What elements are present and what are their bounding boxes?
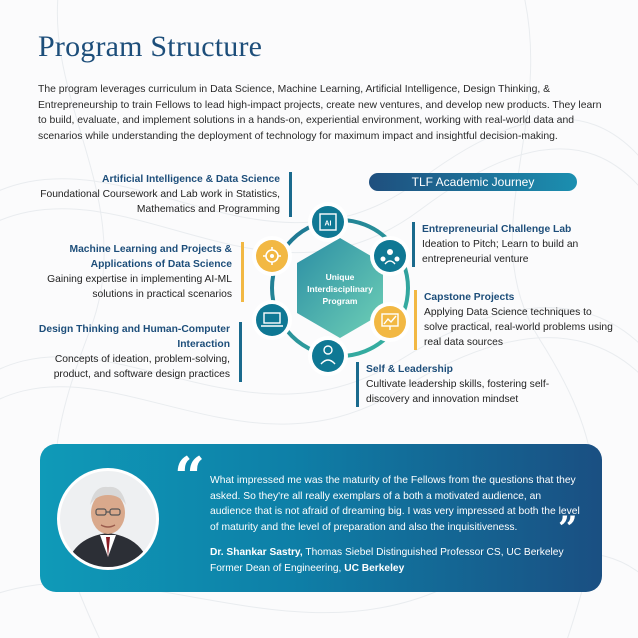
laptop-design-icon — [252, 300, 292, 340]
item-heading: Entrepreneurial Challenge Lab — [422, 224, 572, 235]
item-heading: Design Thinking and Human-Computer Interaction — [38, 324, 230, 350]
item-heading: Capstone Projects — [424, 292, 515, 303]
speaker-name: Dr. Shankar Sastry, — [210, 547, 303, 558]
item-body: Gaining expertise in implementing AI-ML solutions in practical scenarios — [47, 274, 232, 300]
intro-paragraph: The program leverages curriculum in Data Science, Machine Learning, Artificial Intelligence, Design Thinking, & Entrepreneurship to train Fellows to lead high-impact projects, create new ventures, and develop new products. They learn to build, evaluate, and implement solutions in a hands-on, experiential environment, working with real-world data and scenarios while understanding the deployment of technology for maximum impact and insightful decision-making. — [38, 84, 602, 142]
item-body: Foundational Coursework and Lab work in Statistics, Mathematics and Programming — [40, 189, 280, 215]
svg-text:AI: AI — [324, 220, 332, 228]
page-title: Program Structure — [38, 30, 263, 63]
speaker-role: Thomas Siebel Distinguished Professor CS, UC Berkeley — [305, 547, 564, 558]
center-label-line-1: Unique — [325, 272, 355, 282]
item-body: Ideation to Pitch; Learn to build an entrepreneurial venture — [422, 239, 579, 265]
close-quote-icon: ” — [558, 509, 578, 549]
item-body: Concepts of ideation, problem-solving, product, and software design practices — [53, 354, 230, 380]
chart-board-icon — [370, 302, 410, 342]
testimonial-quote: What impressed me was the maturity of the Fellows from the questions that they asked. So they're all really exemplars of a both a motivated audience, an audience that is not afraid of dreaming big. I was very impressed at both the level of maturity and the level of preparation and also the inquisitiveness. — [210, 475, 580, 533]
item-body: Applying Data Science techniques to solve practical, real-world problems using real data sources — [424, 307, 613, 348]
portrait-illustration — [60, 471, 156, 567]
academic-journey-pill: TLF Academic Journey — [369, 173, 577, 191]
idea-person-icon — [308, 336, 348, 376]
item-heading: Self & Leadership — [366, 364, 453, 375]
open-quote-icon: “ — [174, 445, 206, 509]
center-label-line-3: Program — [322, 296, 358, 306]
ai-data-science-item — [40, 172, 280, 217]
center-label-line-2: Interdisciplinary — [307, 284, 373, 294]
item-heading: Machine Learning and Projects & Applications of Data Science — [69, 244, 232, 270]
speaker-former-role: Former Dean of Engineering, — [210, 562, 342, 574]
speaker-organization: UC Berkeley — [344, 562, 405, 574]
team-network-icon — [370, 236, 410, 276]
speaker-portrait — [60, 471, 156, 567]
brain-gear-icon — [252, 236, 292, 276]
item-heading: Artificial Intelligence & Data Science — [102, 174, 280, 185]
item-body: Cultivate leadership skills, fostering self-discovery and innovation mindset — [366, 379, 550, 405]
item-accent-bar — [241, 242, 244, 302]
capstone-projects-item — [424, 290, 614, 350]
program-cycle-diagram — [250, 200, 430, 380]
testimonial-attribution — [210, 545, 600, 576]
item-accent-bar — [239, 322, 242, 382]
ml-projects-item — [36, 242, 232, 302]
entrepreneurial-lab-item — [422, 222, 612, 267]
design-thinking-item — [30, 322, 230, 382]
ai-chip-icon — [308, 202, 348, 242]
